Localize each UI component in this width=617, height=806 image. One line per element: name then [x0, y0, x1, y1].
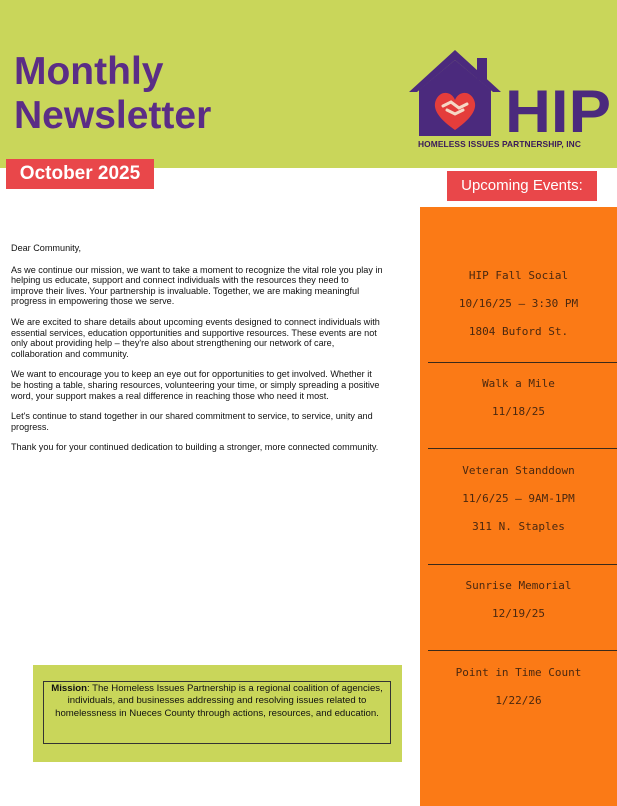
event-date: 10/16/25 – 3:30 PM — [458, 297, 579, 310]
event-item — [420, 370, 617, 426]
title-line-1: Monthly — [14, 50, 164, 93]
letter-paragraph: As we continue our mission, we want to take a moment to recognize the vital role you play in helping us educate, support and connect individuals with the resources they need to improve their lives. Your partnership is invaluable. Together, we are making meaningful progress in empowering those we serve. — [11, 264, 383, 307]
letter-paragraph: Let's continue to stand together in our shared commitment to service, to service, unity and progress. — [11, 411, 373, 432]
event-item — [420, 659, 617, 715]
title-line-2: Newsletter — [14, 94, 212, 137]
event-location: 311 N. Staples — [472, 520, 565, 533]
event-item — [420, 572, 617, 628]
mission-statement — [43, 681, 391, 744]
house-heart-handshake-icon — [409, 50, 501, 136]
event-date: 11/6/25 – 9AM-1PM — [462, 492, 575, 505]
hip-logo-letters: HIP — [505, 78, 611, 145]
hip-logo — [405, 44, 615, 154]
letter-paragraph: Thank you for your continued dedication to building a stronger, more connected community. — [11, 442, 379, 453]
event-divider — [428, 448, 617, 449]
letter-greeting: Dear Community, — [11, 243, 82, 253]
event-divider — [428, 362, 617, 363]
event-name: Walk a Mile — [482, 377, 555, 390]
event-name: Veteran Standdown — [462, 464, 575, 477]
letter-body — [11, 243, 383, 463]
event-name: Point in Time Count — [455, 666, 582, 679]
mission-label: Mission — [51, 683, 87, 694]
event-name: HIP Fall Social — [468, 269, 569, 282]
upcoming-events-label: Upcoming Events: — [447, 171, 597, 201]
event-date: 12/19/25 — [492, 607, 545, 620]
event-date: 11/18/25 — [492, 405, 545, 418]
event-item — [420, 457, 617, 541]
events-panel — [420, 207, 617, 806]
event-item — [420, 262, 617, 346]
logo-tagline: HOMELESS ISSUES PARTNERSHIP, INC — [418, 139, 581, 149]
event-divider — [428, 564, 617, 565]
letter-paragraph: We are excited to share details about upcoming events designed to connect individuals with essential services, education opportunities and supportive resources. These events are not only about providing help – they're also about strengthening our network of care, collaboration and community. — [11, 316, 380, 359]
newsletter-title — [14, 50, 211, 138]
event-name: Sunrise Memorial — [465, 579, 572, 592]
event-date: 1/22/26 — [495, 694, 542, 707]
letter-paragraph: We want to encourage you to keep an eye out for opportunities to get involved. Whether it be hosting a table, sharing resources, volunteering your time, or simply spreading a positive word, your support makes a real difference in reaching those who need it most. — [11, 369, 380, 401]
date-badge: October 2025 — [6, 159, 154, 189]
mission-box — [33, 665, 402, 762]
event-divider — [428, 650, 617, 651]
mission-text: : The Homeless Issues Partnership is a regional coalition of agencies, individuals, and businesses addressing and resolving issues related to homelessness in Nueces County through actions, resources, and education. — [55, 683, 383, 719]
event-location: 1804 Buford St. — [468, 325, 569, 338]
